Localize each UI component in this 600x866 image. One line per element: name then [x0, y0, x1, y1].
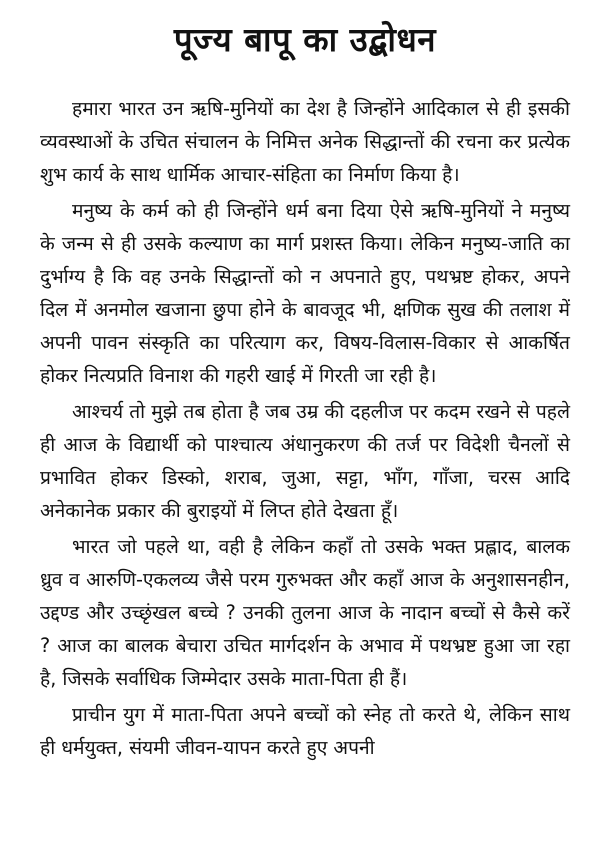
paragraph-3: आश्चर्य तो मुझे तब होता है जब उम्र की दहलीज पर कदम रखने से पहले ही आज के विद्यार्थी को पाश्चात्य अंधानुकरण की तर्ज पर विदेशी चैनलों से प्रभावित होकर डिस्को, शराब, जुआ, सट्टा, भाँग, गाँजा, चरस आदि अनेकानेक प्रकार की बुराइयों में लिप्त होते देखता हूँ। — [40, 400, 570, 522]
paragraph-2: मनुष्य के कर्म को ही जिन्होंने धर्म बना दिया ऐसे ऋषि-मुनियों ने मनुष्य के जन्म से ही उसके कल्याण का मार्ग प्रशस्त किया। लेकिन मनुष्य-जाति का दुर्भाग्य है कि वह उनके सिद्धान्तों को न अपनाते हुए, पथभ्रष्ट होकर, अपने दिल में अनमोल खजाना छुपा होने के बावजूद भी, क्षणिक सुख की तलाश में अपनी पावन संस्कृति का परित्याग कर, विषय-विलास-विकार से आकर्षित होकर नित्यप्रति विनाश की गहरी खाई में गिरती जा रही है। — [40, 199, 570, 387]
paragraph-5: प्राचीन युग में माता-पिता अपने बच्चों को स्नेह तो करते थे, लेकिन साथ ही धर्मयुक्त, संयमी जीवन-यापन करते हुए अपनी — [40, 703, 570, 759]
page-title: पूज्य बापू का उद्बोधन — [173, 20, 437, 59]
paragraph-4: भारत जो पहले था, वही है लेकिन कहाँ तो उसके भक्त प्रह्लाद, बालक ध्रुव व आरुणि-एकलव्य जैसे परम गुरुभक्त और कहाँ आज के अनुशासनहीन, उद्दण्ड और उच्छृंखल बच्चे ? उनकी तुलना आज के नादान बच्चों से कैसे करें ? आज का बालक बेचारा उचित मार्गदर्शन के अभाव में पथभ्रष्ट हुआ जा रहा है, जिसके सर्वाधिक जिम्मेदार उसके माता-पिता ही हैं। — [40, 535, 570, 690]
paragraph-1: हमारा भारत उन ऋषि-मुनियों का देश है जिन्होंने आदिकाल से ही इसकी व्यवस्थाओं के उचित संचालन के निमित्त अनेक सिद्धान्तों की रचना कर प्रत्येक शुभ कार्य के साथ धार्मिक आचार-संहिता का निर्माण किया है। — [40, 97, 570, 186]
